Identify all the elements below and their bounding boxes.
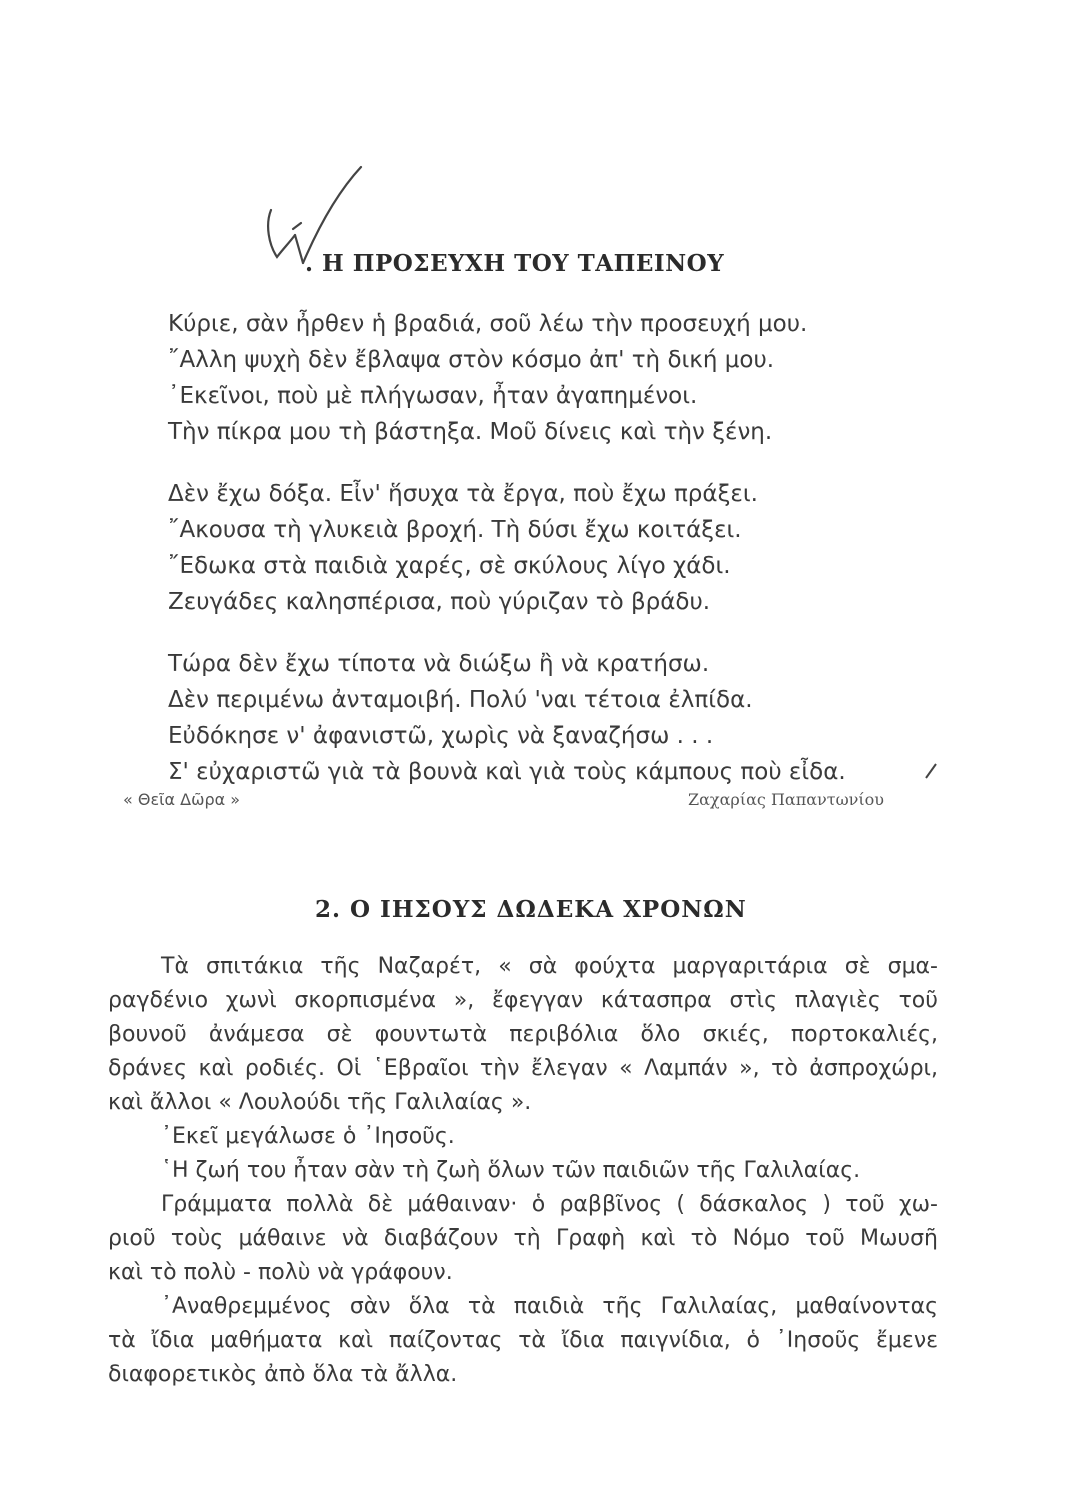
stanza-1 — [168, 306, 958, 450]
text-line: καὶ ἄλλοι « Λουλούδι τῆς Γαλιλαίας ». — [108, 1090, 532, 1115]
text-line: ριοῦ τοὺς μάθαινε νὰ διαβάζουν τὴ Γραφὴ καὶ τὸ Νόμο τοῦ Μωυσῆ — [108, 1226, 938, 1251]
poem-line: ῎Εδωκα στὰ παιδιὰ χαρές, σὲ σκύλους λίγο χάδι. — [168, 553, 731, 579]
pen-tick-mark — [924, 762, 938, 780]
poem-line: Ζευγάδες καλησπέρισα, ποὺ γύριζαν τὸ βράδυ. — [168, 589, 711, 615]
text-line: ᾽Εκεῖ μεγάλωσε ὁ ᾽Ιησοῦς. — [161, 1124, 455, 1149]
poem-line: Δὲν περιμένω ἀνταμοιβή. Πολύ 'ναι τέτοια ἐλπίδα. — [168, 687, 753, 713]
poem-line: Σ' εὐχαριστῶ γιὰ τὰ βουνὰ καὶ γιὰ τοὺς κάμπους ποὺ εἶδα. — [168, 759, 846, 785]
poem — [168, 306, 958, 816]
text-line: καὶ τὸ πολὺ - πολὺ νὰ γράφουν. — [108, 1260, 453, 1285]
stanza-3 — [168, 646, 958, 790]
section-2-title: 2. Ο ΙΗΣΟΥΣ ΔΩΔΕΚΑ ΧΡΟΝΩΝ — [315, 896, 747, 923]
poem-line: Εὐδόκησε ν' ἀφανιστῶ, χωρὶς νὰ ξαναζήσω . . . — [168, 723, 714, 749]
poem-line: ᾽Εκεῖνοι, ποὺ μὲ πλήγωσαν, ἦταν ἀγαπημένοι. — [168, 383, 698, 409]
text-line: Γράμματα πολλὰ δὲ μάθαιναν· ὁ ραββῖνος ( δάσκαλος ) τοῦ χω- — [161, 1192, 938, 1217]
text-line: ραγδένιο χωνὶ σκορπισμένα », ἔφεγγαν κάτασπρα στὶς πλαγιὲς τοῦ — [108, 988, 938, 1013]
prose-text — [108, 950, 938, 1392]
poem-line: ῎Αλλη ψυχὴ δὲν ἔβλαψα στὸν κόσμο ἀπ' τὴ δική μου. — [168, 347, 775, 373]
text-line: διαφορετικὸς ἀπὸ ὅλα τὰ ἄλλα. — [108, 1362, 458, 1387]
poem-line: Τὴν πίκρα μου τὴ βάστηξα. Μοῦ δίνεις καὶ τὴν ξένη. — [168, 419, 773, 445]
poem-line: Τώρα δὲν ἔχω τίποτα νὰ διώξω ἢ νὰ κρατήσω. — [168, 651, 710, 677]
text-line: Τὰ σπιτάκια τῆς Ναζαρέτ, « σὰ φούχτα μαργαριτάρια σὲ σμα- — [161, 954, 938, 979]
poem-source: « Θεῖα Δῶρα » — [123, 790, 241, 809]
stanza-2 — [168, 476, 958, 620]
poem-line: Δὲν ἔχω δόξα. Εἶν' ἥσυχα τὰ ἔργα, ποὺ ἔχω πράξει. — [168, 481, 758, 507]
text-line: βουνοῦ ἀνάμεσα σὲ φουντωτὰ περιβόλια ὅλο σκιές, πορτοκαλιές, — [108, 1022, 938, 1047]
poem-line: Κύριε, σὰν ἦρθεν ἡ βραδιά, σοῦ λέω τὴν προσευχή μου. — [168, 311, 808, 337]
poem-line: ῎Ακουσα τὴ γλυκειὰ βροχή. Τὴ δύσι ἔχω κοιτάξει. — [168, 517, 742, 543]
poem-author: Ζαχαρίας Παπαντωνίου — [688, 790, 885, 809]
text-line: τὰ ἴδια μαθήματα καὶ παίζοντας τὰ ἴδια παιγνίδια, ὁ ᾽Ιησοῦς ἔμενε — [108, 1328, 938, 1353]
text-line: ῾Η ζωή του ἦταν σὰν τὴ ζωὴ ὅλων τῶν παιδιῶν τῆς Γαλιλαίας. — [161, 1158, 861, 1183]
text-line: δράνες καὶ ροδιές. Οἱ ῾Εβραῖοι τὴν ἔλεγαν « Λαμπάν », τὸ ἀσπροχώρι, — [108, 1056, 938, 1081]
text-line: ᾽Αναθρεμμένος σὰν ὅλα τὰ παιδιὰ τῆς Γαλιλαίας, μαθαίνοντας — [161, 1294, 938, 1319]
section-1-title: . Η ΠΡΟΣΕΥΧΗ ΤΟΥ ΤΑΠΕΙΝΟΥ — [305, 250, 725, 277]
